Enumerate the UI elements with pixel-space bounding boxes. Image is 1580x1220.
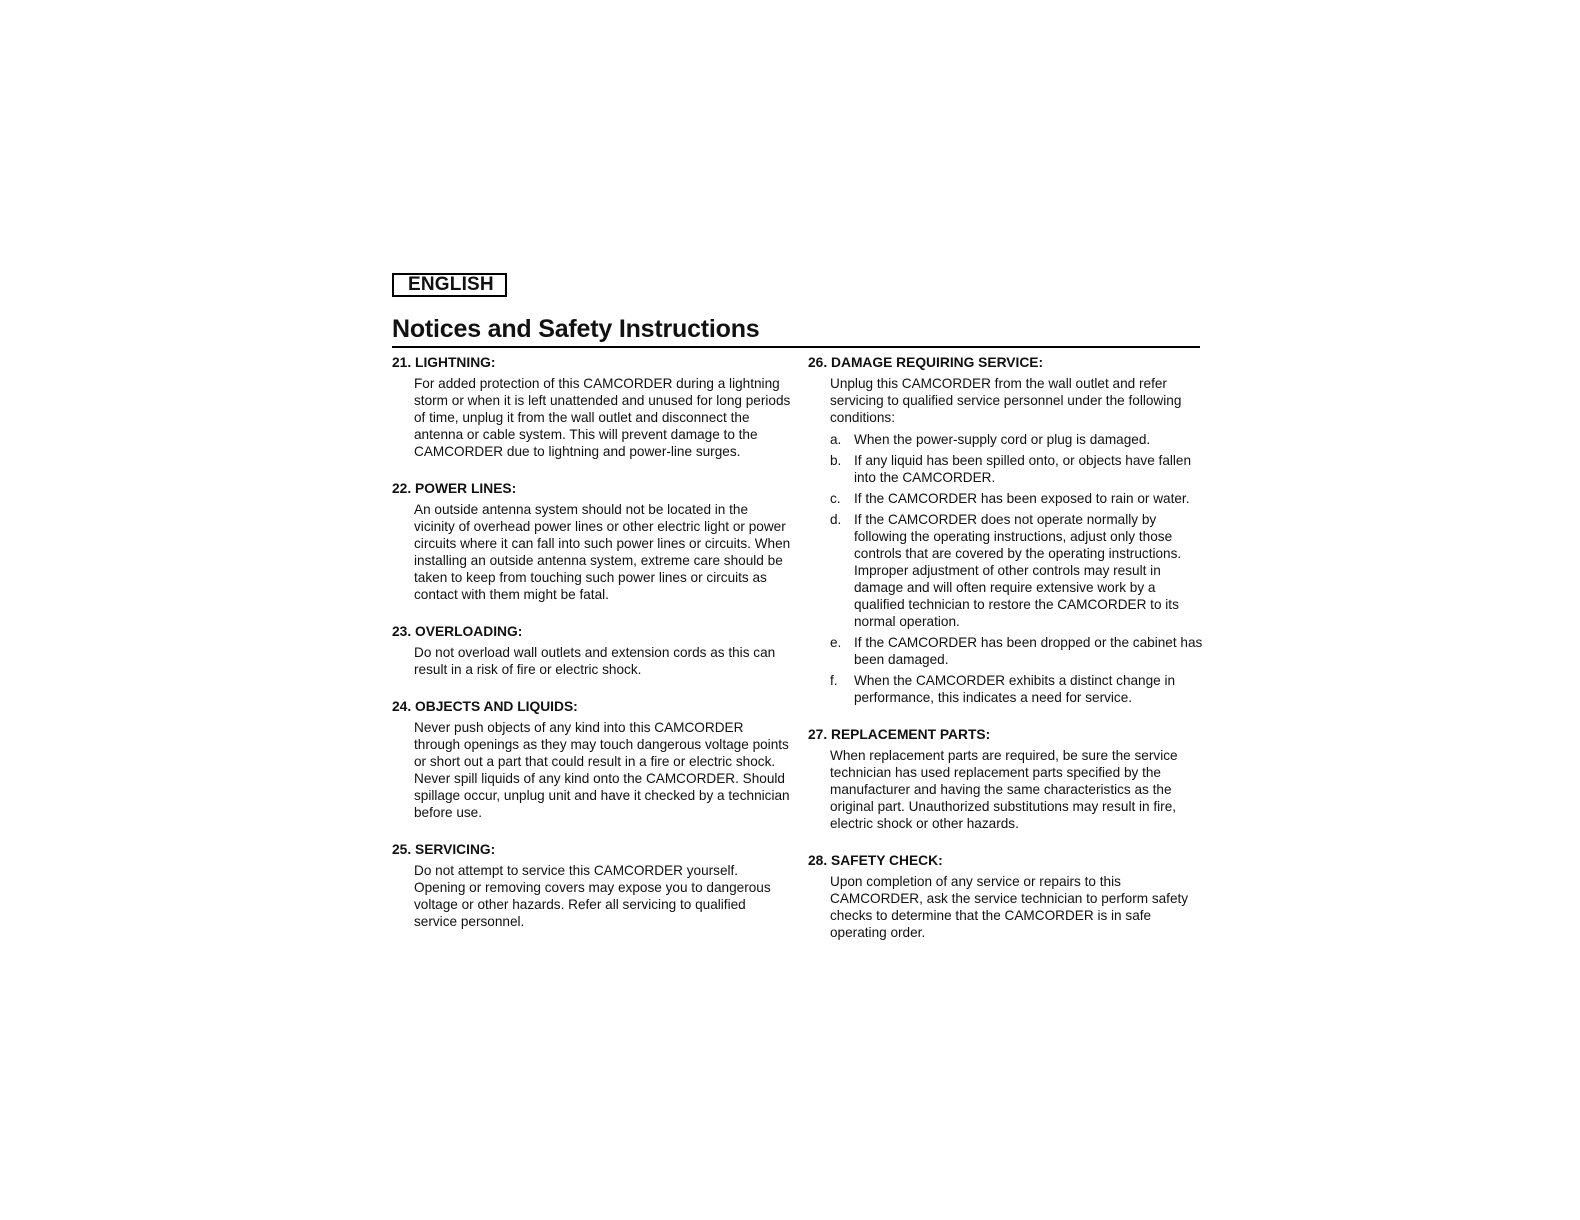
section-heading: 25. SERVICING:: [392, 842, 496, 857]
title-underline: [392, 346, 1200, 348]
section-safety-check: [808, 852, 1208, 941]
section-heading: 26. DAMAGE REQUIRING SERVICE:: [808, 355, 1044, 370]
section-damage-requiring-service: [808, 354, 1208, 706]
left-column: [392, 354, 792, 950]
list-item-text: If the CAMCORDER has been exposed to rain or water.: [854, 491, 1190, 506]
list-item-letter: b.: [830, 453, 842, 468]
list-item: [830, 452, 1208, 486]
section-heading: 21. LIGHTNING:: [392, 355, 496, 370]
list-item: [830, 672, 1208, 706]
condition-list: [830, 431, 1208, 706]
section-body: Never push objects of any kind into this CAMCORDER through openings as they may touch dangerous voltage points or short out a part that could result in a fire or electric shock. Never spill liquids of any kind onto the CAMCORDER. Should spillage occur, unplug unit and have it checked by a technician before use.: [414, 720, 790, 820]
section-body: Do not attempt to service this CAMCORDER yourself. Opening or removing covers may expose you to dangerous voltage or other hazards. Refer all servicing to qualified service personnel.: [414, 863, 771, 929]
list-item-letter: a.: [830, 432, 842, 447]
page-title: Notices and Safety Instructions: [392, 315, 760, 343]
section-heading: 28. SAFETY CHECK:: [808, 853, 943, 868]
section-replacement-parts: [808, 726, 1208, 832]
list-item: [830, 634, 1208, 668]
list-item-letter: e.: [830, 635, 842, 650]
list-item: [830, 490, 1208, 507]
section-overloading: [392, 623, 792, 678]
list-item-text: When the CAMCORDER exhibits a distinct change in performance, this indicates a need for service.: [854, 673, 1176, 705]
section-body: Upon completion of any service or repairs to this CAMCORDER, ask the service technician to perform safety checks to determine that the CAMCORDER is in safe operating order.: [830, 874, 1189, 940]
list-item: [830, 431, 1208, 448]
section-body: Do not overload wall outlets and extension cords as this can result in a risk of fire or electric shock.: [414, 645, 776, 677]
section-power-lines: [392, 480, 792, 603]
section-body: Unplug this CAMCORDER from the wall outlet and refer servicing to qualified service personnel under the following conditions:: [830, 376, 1182, 425]
section-heading: 24. OBJECTS AND LIQUIDS:: [392, 699, 578, 714]
section-heading: 27. REPLACEMENT PARTS:: [808, 727, 991, 742]
section-heading: 23. OVERLOADING:: [392, 624, 523, 639]
language-label: ENGLISH: [392, 273, 507, 297]
section-heading: 22. POWER LINES:: [392, 481, 517, 496]
list-item-text: If the CAMCORDER has been dropped or the cabinet has been damaged.: [854, 635, 1203, 667]
list-item-letter: d.: [830, 512, 842, 527]
section-body: For added protection of this CAMCORDER during a lightning storm or when it is left unattended and unused for long periods of time, unplug it from the wall outlet and disconnect the antenna or cable system. This will prevent damage to the CAMCORDER due to lightning and power-line surges.: [414, 376, 791, 459]
section-body: An outside antenna system should not be located in the vicinity of overhead power lines or other electric light or power circuits where it can fall into such power lines or circuits. When installing an outside antenna system, extreme care should be taken to keep from touching such power lines or circuits as contact with them might be fatal.: [414, 502, 791, 602]
section-servicing: [392, 841, 792, 930]
list-item: [830, 511, 1208, 630]
list-item-text: If the CAMCORDER does not operate normally by following the operating instructions, adjust only those controls that are covered by the operating instructions. Improper adjustment of other controls may result in damage and will often require extensive work by a qualified technician to restore the CAMCORDER to its normal operation.: [854, 512, 1182, 629]
list-item-text: If any liquid has been spilled onto, or objects have fallen into the CAMCORDER.: [854, 453, 1192, 485]
section-lightning: [392, 354, 792, 460]
list-item-letter: c.: [830, 491, 841, 506]
section-objects-liquids: [392, 698, 792, 821]
list-item-letter: f.: [830, 673, 838, 688]
list-item-text: When the power-supply cord or plug is damaged.: [854, 432, 1151, 447]
right-column: [808, 354, 1208, 961]
section-body: When replacement parts are required, be sure the service technician has used replacement parts specified by the manufacturer and having the same characteristics as the original part. Unauthorized substitutions may result in fire, electric shock or other hazards.: [830, 748, 1178, 831]
